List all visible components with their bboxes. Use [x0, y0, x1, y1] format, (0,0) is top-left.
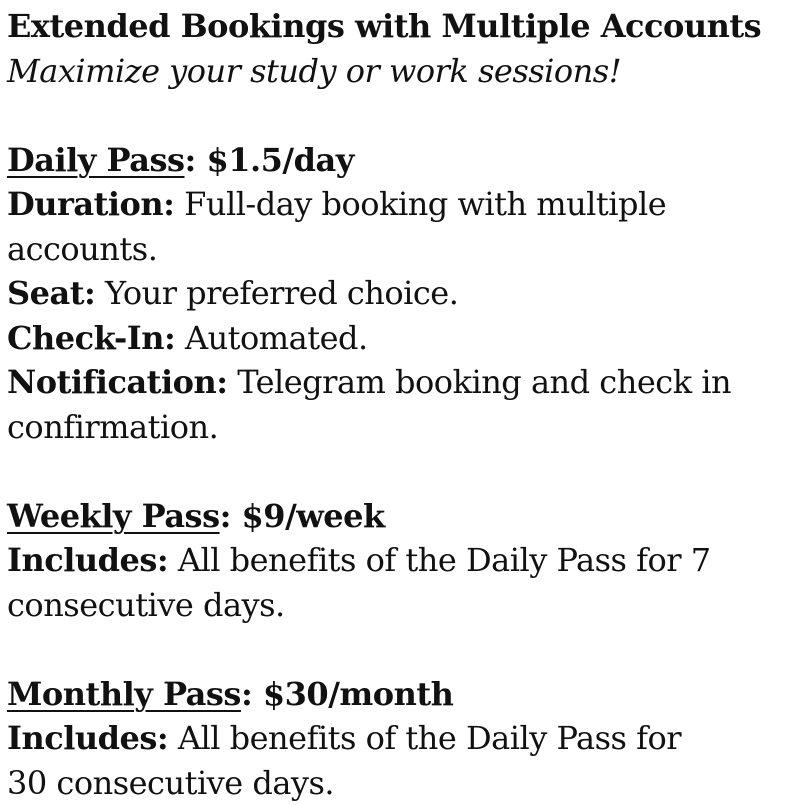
daily-pass-name: Daily Pass	[7, 141, 185, 179]
daily-notification-continued: confirmation.	[7, 405, 793, 450]
seat-value: Your preferred choice.	[95, 274, 458, 312]
document-subtitle: Maximize your study or work sessions!	[7, 49, 793, 94]
includes-value: All benefits of the Daily Pass for	[168, 719, 681, 757]
daily-pass-heading	[7, 138, 793, 183]
monthly-pass-name: Monthly Pass	[7, 675, 241, 713]
spacer	[7, 93, 793, 138]
weekly-pass-heading	[7, 494, 793, 539]
includes-value: All benefits of the Daily Pass for 7	[168, 541, 710, 579]
spacer	[7, 627, 793, 672]
daily-duration-row	[7, 182, 793, 227]
notification-label: Notification:	[7, 363, 228, 401]
monthly-includes-row	[7, 716, 793, 761]
daily-seat-row	[7, 271, 793, 316]
duration-label: Duration:	[7, 185, 174, 223]
daily-notification-row	[7, 360, 793, 405]
notification-value: Telegram booking and check in	[228, 363, 732, 401]
weekly-includes-continued: consecutive days.	[7, 583, 793, 628]
daily-pass-price: : $1.5/day	[185, 141, 354, 179]
duration-value: Full-day booking with multiple	[174, 185, 666, 223]
checkin-value: Automated.	[175, 319, 367, 357]
weekly-includes-row	[7, 538, 793, 583]
checkin-label: Check-In:	[7, 319, 175, 357]
daily-checkin-row	[7, 316, 793, 361]
spacer	[7, 449, 793, 494]
monthly-pass-price: : $30/month	[241, 675, 453, 713]
weekly-pass-price: : $9/week	[220, 497, 385, 535]
includes-label: Includes:	[7, 541, 168, 579]
pricing-document	[7, 4, 793, 805]
weekly-pass-name: Weekly Pass	[7, 497, 220, 535]
monthly-includes-continued: 30 consecutive days.	[7, 761, 793, 805]
seat-label: Seat:	[7, 274, 95, 312]
document-title: Extended Bookings with Multiple Accounts	[7, 4, 793, 49]
monthly-pass-heading	[7, 672, 793, 717]
daily-duration-continued: accounts.	[7, 227, 793, 272]
includes-label: Includes:	[7, 719, 168, 757]
